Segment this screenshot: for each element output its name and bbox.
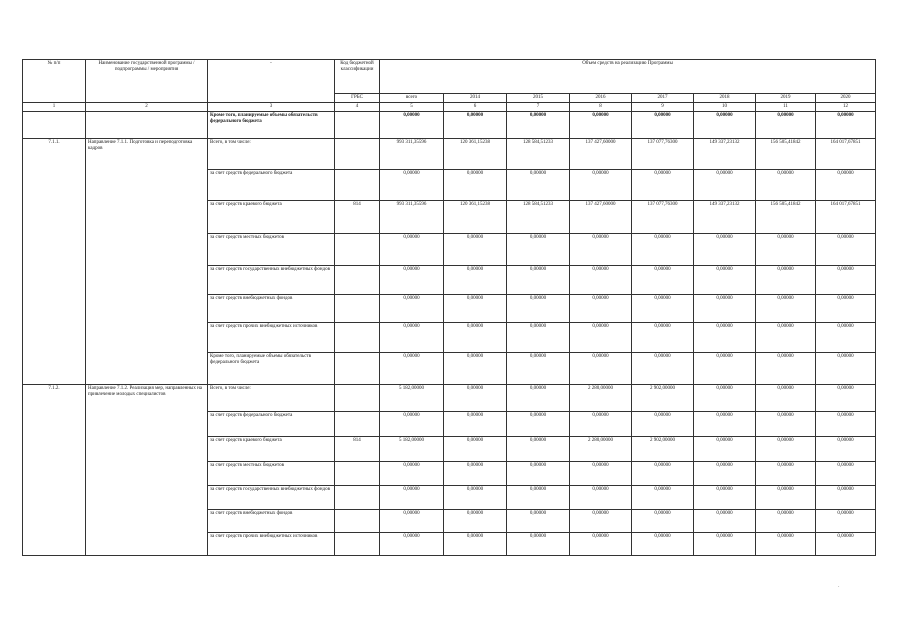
value-cell: 0,00000 xyxy=(756,295,816,323)
value-cell: 0,00000 xyxy=(570,533,632,556)
column-index: 1 xyxy=(23,103,86,112)
column-index: 2 xyxy=(86,103,208,112)
row-label: Всего, в том числе: xyxy=(208,385,335,412)
empty-cell xyxy=(86,112,208,139)
value-cell: 0,00000 xyxy=(632,353,694,385)
value-cell: 0,00000 xyxy=(507,385,570,412)
value-cell: 0,00000 xyxy=(756,353,816,385)
value-cell: 0,00000 xyxy=(694,412,756,437)
value-cell: 0,00000 xyxy=(380,234,444,266)
grbs-code: 814 xyxy=(335,437,380,462)
value-cell: 0,00000 xyxy=(570,412,632,437)
grbs-code xyxy=(335,486,380,510)
value-cell: 149 337,23132 xyxy=(694,201,756,234)
value-cell: 0,00000 xyxy=(756,170,816,201)
table-row xyxy=(23,385,876,412)
grbs-code xyxy=(335,510,380,533)
value-cell: 0,00000 xyxy=(816,486,876,510)
value-cell: 0,00000 xyxy=(507,486,570,510)
header-num: № п/п xyxy=(23,60,86,103)
value-cell: 0,00000 xyxy=(756,510,816,533)
value-cell: 0,00000 xyxy=(816,385,876,412)
value-cell: 0,00000 xyxy=(380,170,444,201)
value-cell: 0,00000 xyxy=(756,112,816,139)
value-cell: 0,00000 xyxy=(444,353,507,385)
budget-table xyxy=(22,59,876,556)
value-cell: 993 311,35596 xyxy=(380,139,444,170)
value-cell: 0,00000 xyxy=(632,533,694,556)
value-cell: 0,00000 xyxy=(507,412,570,437)
index-row xyxy=(23,103,876,112)
value-cell: 0,00000 xyxy=(507,266,570,295)
value-cell: 0,00000 xyxy=(507,170,570,201)
grbs-code xyxy=(335,385,380,412)
value-cell: 0,00000 xyxy=(694,510,756,533)
value-cell: 0,00000 xyxy=(816,112,876,139)
value-cell: 0,00000 xyxy=(444,234,507,266)
value-cell: 0,00000 xyxy=(694,295,756,323)
value-cell: 0,00000 xyxy=(380,266,444,295)
value-cell: 0,00000 xyxy=(380,353,444,385)
value-cell: 0,00000 xyxy=(756,533,816,556)
value-cell: 0,00000 xyxy=(507,462,570,486)
value-cell: 156 505,41842 xyxy=(756,201,816,234)
value-cell: 0,00000 xyxy=(570,462,632,486)
value-cell: 0,00000 xyxy=(570,353,632,385)
value-cell: 0,00000 xyxy=(694,462,756,486)
value-cell: 0,00000 xyxy=(507,323,570,353)
value-cell: 0,00000 xyxy=(507,295,570,323)
row-label: Всего, в том числе: xyxy=(208,139,335,170)
value-cell: 0,00000 xyxy=(816,510,876,533)
intro-label: Кроме того, планируемые объемы обязательств федерального бюджета xyxy=(208,112,335,139)
value-cell: 0,00000 xyxy=(570,170,632,201)
value-cell: 0,00000 xyxy=(632,234,694,266)
column-index: 12 xyxy=(816,103,876,112)
value-cell: 0,00000 xyxy=(816,437,876,462)
value-cell: 0,00000 xyxy=(570,112,632,139)
value-cell: 0,00000 xyxy=(570,510,632,533)
value-cell: 0,00000 xyxy=(380,412,444,437)
value-cell: 0,00000 xyxy=(816,412,876,437)
value-cell: 0,00000 xyxy=(632,510,694,533)
value-cell: 0,00000 xyxy=(694,112,756,139)
value-cell: 0,00000 xyxy=(380,533,444,556)
scan-dot-mark: . xyxy=(838,583,840,589)
header-year: 2020 xyxy=(816,94,876,103)
column-index: 3 xyxy=(208,103,335,112)
value-cell: 0,00000 xyxy=(444,112,507,139)
value-cell: 5 182,00000 xyxy=(380,437,444,462)
intro-row xyxy=(23,112,876,139)
value-cell: 0,00000 xyxy=(632,486,694,510)
value-cell: 0,00000 xyxy=(444,437,507,462)
value-cell: 0,00000 xyxy=(756,323,816,353)
value-cell: 0,00000 xyxy=(694,234,756,266)
value-cell: 0,00000 xyxy=(756,234,816,266)
row-label: за счет средств внебюджетных фондов xyxy=(208,295,335,323)
value-cell: 0,00000 xyxy=(507,437,570,462)
section-name: Направление 7.1.2. Реализация мер, направленных на привлечение молодых специалистов xyxy=(86,385,208,556)
value-cell: 128 584,51233 xyxy=(507,139,570,170)
value-cell: 0,00000 xyxy=(694,533,756,556)
value-cell: 128 584,51233 xyxy=(507,201,570,234)
value-cell: 0,00000 xyxy=(756,266,816,295)
value-cell: 0,00000 xyxy=(444,323,507,353)
value-cell: 164 017,67851 xyxy=(816,139,876,170)
value-cell: 0,00000 xyxy=(694,266,756,295)
value-cell: 0,00000 xyxy=(816,462,876,486)
column-index: 4 xyxy=(335,103,380,112)
value-cell: 2 902,00000 xyxy=(632,437,694,462)
header-code: Код бюджетной классификации xyxy=(335,60,380,94)
value-cell: 0,00000 xyxy=(570,234,632,266)
value-cell: 0,00000 xyxy=(570,266,632,295)
value-cell: 0,00000 xyxy=(380,510,444,533)
row-label: за счет средств местных бюджетов xyxy=(208,462,335,486)
grbs-code xyxy=(335,170,380,201)
value-cell: 149 337,23132 xyxy=(694,139,756,170)
value-cell: 0,00000 xyxy=(816,295,876,323)
empty-cell xyxy=(335,112,380,139)
grbs-code xyxy=(335,412,380,437)
column-index: 7 xyxy=(507,103,570,112)
row-label: за счет средств государственных внебюджетных фондов xyxy=(208,486,335,510)
value-cell: 0,00000 xyxy=(632,462,694,486)
value-cell: 0,00000 xyxy=(694,323,756,353)
value-cell: 0,00000 xyxy=(632,295,694,323)
value-cell: 0,00000 xyxy=(816,323,876,353)
value-cell: 0,00000 xyxy=(380,462,444,486)
grbs-code xyxy=(335,139,380,170)
value-cell: 0,00000 xyxy=(570,323,632,353)
value-cell: 0,00000 xyxy=(816,353,876,385)
value-cell: 0,00000 xyxy=(444,295,507,323)
value-cell: 137 427,60000 xyxy=(570,201,632,234)
value-cell: 2 902,00000 xyxy=(632,385,694,412)
value-cell: 0,00000 xyxy=(444,385,507,412)
value-cell: 0,00000 xyxy=(570,486,632,510)
value-cell: 0,00000 xyxy=(694,486,756,510)
header-year: 2018 xyxy=(694,94,756,103)
row-label: за счет средств внебюджетных фондов xyxy=(208,510,335,533)
value-cell: 0,00000 xyxy=(444,462,507,486)
table-body xyxy=(23,60,876,556)
header-year: 2015 xyxy=(507,94,570,103)
value-cell: 0,00000 xyxy=(816,234,876,266)
header-source-mark: - xyxy=(208,60,335,103)
value-cell: 0,00000 xyxy=(694,353,756,385)
grbs-code xyxy=(335,234,380,266)
value-cell: 0,00000 xyxy=(632,412,694,437)
row-label: за счет средств прочих внебюджетных источников xyxy=(208,533,335,556)
grbs-code xyxy=(335,266,380,295)
row-label: за счет средств краевого бюджета xyxy=(208,201,335,234)
value-cell: 2 280,00000 xyxy=(570,385,632,412)
value-cell: 0,00000 xyxy=(632,323,694,353)
header-total: всего xyxy=(380,94,444,103)
value-cell: 0,00000 xyxy=(444,533,507,556)
table-row xyxy=(23,139,876,170)
section-number: 7.1.1. xyxy=(23,139,86,385)
header-row xyxy=(23,60,876,94)
value-cell: 0,00000 xyxy=(444,412,507,437)
value-cell: 0,00000 xyxy=(632,112,694,139)
row-label: за счет средств федерального бюджета xyxy=(208,412,335,437)
header-year: 2019 xyxy=(756,94,816,103)
column-index: 6 xyxy=(444,103,507,112)
value-cell: 0,00000 xyxy=(380,295,444,323)
value-cell: 0,00000 xyxy=(507,510,570,533)
section-name: Направление 7.1.1. Подготовка и переподготовка кадров xyxy=(86,139,208,385)
value-cell: 0,00000 xyxy=(444,510,507,533)
value-cell: 137 077,76300 xyxy=(632,201,694,234)
grbs-code xyxy=(335,295,380,323)
value-cell: 0,00000 xyxy=(816,170,876,201)
value-cell: 0,00000 xyxy=(380,486,444,510)
grbs-code xyxy=(335,323,380,353)
empty-cell xyxy=(23,112,86,139)
value-cell: 0,00000 xyxy=(507,234,570,266)
header-name: Наименование государственной программы / подпрограммы / мероприятия xyxy=(86,60,208,103)
row-label: за счет средств прочих внебюджетных источников xyxy=(208,323,335,353)
value-cell: 137 077,76300 xyxy=(632,139,694,170)
value-cell: 993 311,35596 xyxy=(380,201,444,234)
header-year: 2014 xyxy=(444,94,507,103)
value-cell: 0,00000 xyxy=(444,486,507,510)
value-cell: 2 280,00000 xyxy=(570,437,632,462)
value-cell: 156 505,41842 xyxy=(756,139,816,170)
value-cell: 0,00000 xyxy=(694,170,756,201)
value-cell: 137 427,60000 xyxy=(570,139,632,170)
grbs-code xyxy=(335,533,380,556)
value-cell: 0,00000 xyxy=(444,266,507,295)
row-label: за счет средств федерального бюджета xyxy=(208,170,335,201)
header-year: 2016 xyxy=(570,94,632,103)
value-cell: 0,00000 xyxy=(816,533,876,556)
grbs-code xyxy=(335,462,380,486)
grbs-code xyxy=(335,353,380,385)
value-cell: 0,00000 xyxy=(694,437,756,462)
value-cell: 0,00000 xyxy=(380,112,444,139)
value-cell: 164 017,67851 xyxy=(816,201,876,234)
value-cell: 0,00000 xyxy=(507,112,570,139)
value-cell: 0,00000 xyxy=(756,462,816,486)
value-cell: 0,00000 xyxy=(507,353,570,385)
header-year: 2017 xyxy=(632,94,694,103)
value-cell: 0,00000 xyxy=(756,385,816,412)
value-cell: 5 182,00000 xyxy=(380,385,444,412)
column-index: 5 xyxy=(380,103,444,112)
value-cell: 0,00000 xyxy=(632,266,694,295)
header-funds: Объем средств на реализацию Программы xyxy=(380,60,876,94)
column-index: 11 xyxy=(756,103,816,112)
header-grbs: ГРБС xyxy=(335,94,380,103)
value-cell: 0,00000 xyxy=(694,385,756,412)
value-cell: 0,00000 xyxy=(756,486,816,510)
value-cell: 120 361,15238 xyxy=(444,201,507,234)
column-index: 10 xyxy=(694,103,756,112)
value-cell: 0,00000 xyxy=(756,437,816,462)
value-cell: 0,00000 xyxy=(444,170,507,201)
row-label: за счет средств государственных внебюджетных фондов xyxy=(208,266,335,295)
row-label: за счет средств краевого бюджета xyxy=(208,437,335,462)
value-cell: 0,00000 xyxy=(570,295,632,323)
row-label: Кроме того, планируемые объемы обязательств федерального бюджета xyxy=(208,353,335,385)
row-label: за счет средств местных бюджетов xyxy=(208,234,335,266)
section-number: 7.1.2. xyxy=(23,385,86,556)
value-cell: 0,00000 xyxy=(816,266,876,295)
value-cell: 0,00000 xyxy=(756,412,816,437)
value-cell: 0,00000 xyxy=(507,533,570,556)
value-cell: 120 361,15238 xyxy=(444,139,507,170)
column-index: 8 xyxy=(570,103,632,112)
grbs-code: 814 xyxy=(335,201,380,234)
value-cell: 0,00000 xyxy=(632,170,694,201)
value-cell: 0,00000 xyxy=(380,323,444,353)
column-index: 9 xyxy=(632,103,694,112)
